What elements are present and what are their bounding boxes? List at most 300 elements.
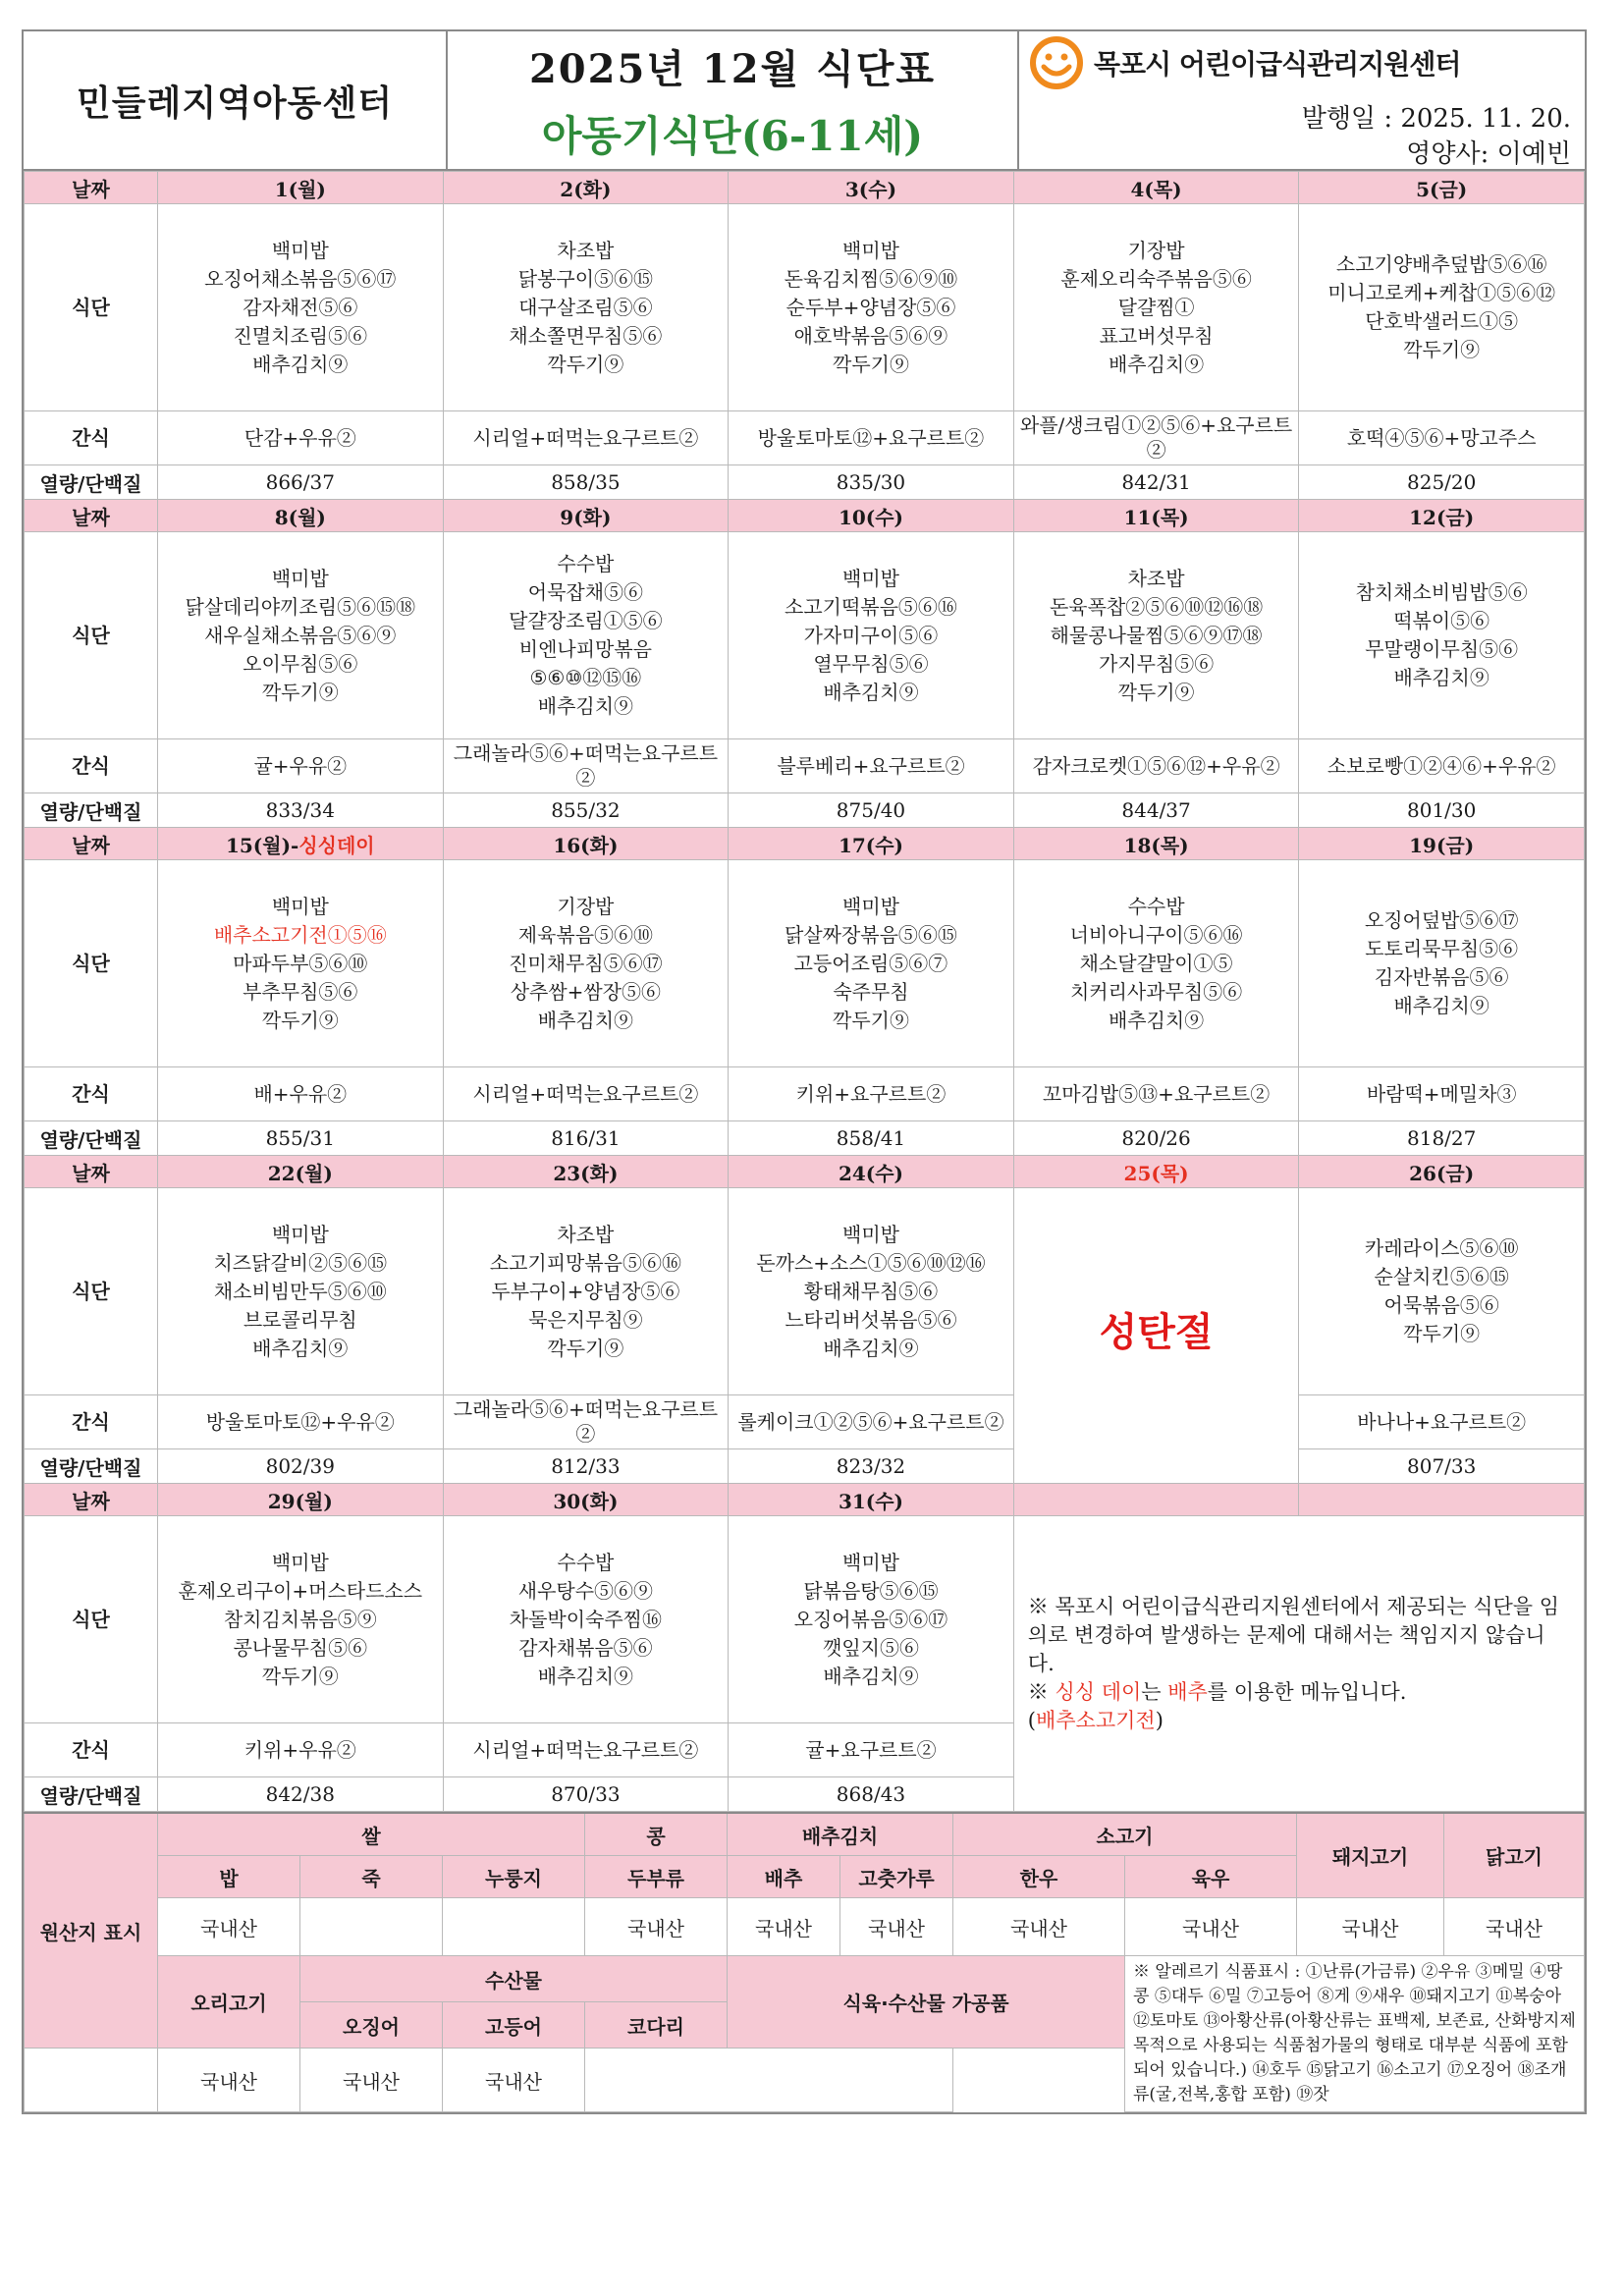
calorie-cell: 866/37 [158,465,444,500]
snack-label: 간식 [25,739,158,793]
snack-row [25,411,1585,465]
meal-item: 느타리버섯볶음⑤⑥ [785,1307,957,1332]
calorie-cell: 870/33 [443,1777,729,1812]
day-date-text: 17(수) [838,833,904,857]
meal-item: 배추김치⑨ [537,694,634,718]
meal-cell [1013,860,1299,1067]
day-date-text: 23(화) [553,1161,619,1185]
meal-item: 배추김치⑨ [823,680,919,704]
meal-item: 기장밥 [557,894,615,918]
meal-cell [443,860,729,1067]
date-row [25,828,1585,860]
meal-item: 백미밥 [842,238,899,262]
day-date-text: 18(목) [1123,833,1189,857]
meal-item: 수수밥 [557,1550,615,1574]
origin-value: 국내산 [158,1898,300,1956]
meal-row [25,1516,1585,1723]
meal-item: 백미밥 [271,238,329,262]
calorie-cell: 802/39 [158,1449,444,1484]
meal-cell [729,1188,1014,1395]
meal-item: 고등어조림⑤⑥⑦ [793,951,948,975]
origin-group-rice: 쌀 [158,1813,585,1856]
snack-label: 간식 [25,1067,158,1121]
meal-cell [1299,1188,1585,1395]
meal-item: 배추김치⑨ [537,1008,634,1032]
day-date [729,1156,1014,1188]
origin-duck: 오리고기 [158,1956,300,2049]
day-date-text: 8(월) [274,505,326,529]
meal-item: 닭봉구이⑤⑥⑮ [517,266,654,291]
snack-cell: 그래놀라⑤⑥+떠먹는요구르트② [443,1395,729,1449]
origin-value: 국내산 [158,2049,300,2112]
calorie-label: 열량/단백질 [25,465,158,500]
snack-cell: 방울토마토⑫+우유② [158,1395,444,1449]
calorie-cell: 818/27 [1299,1121,1585,1156]
meal-item: 훈제오리구이+머스타드소스 [178,1578,423,1603]
snack-cell: 바나나+요구르트② [1299,1395,1585,1449]
origin-value: 국내산 [953,1898,1125,1956]
meal-item: 제육볶음⑤⑥⑩ [517,922,654,947]
meal-item: 돈육폭찹②⑤⑥⑩⑫⑯⑱ [1049,594,1264,619]
origin-group-beef: 소고기 [953,1813,1297,1856]
origin-value [585,2049,953,2112]
day-date [443,1484,729,1516]
snack-cell: 호떡④⑤⑥+망고주스 [1299,411,1585,465]
day-date [158,828,444,860]
meal-item: 김자반볶음⑤⑥ [1374,965,1509,989]
calorie-cell: 835/30 [729,465,1014,500]
day-date [158,1484,444,1516]
origin-value: 국내산 [1444,1898,1585,1956]
meal-item: 배추김치⑨ [823,1664,919,1688]
meal-item: 소고기양배추덮밥⑤⑥⑯ [1335,252,1547,276]
notice-part: 싱싱 데이 [1055,1679,1142,1704]
day-date-text: 31(수) [838,1489,904,1513]
meal-item: 백미밥 [842,894,899,918]
calorie-cell: 801/30 [1299,793,1585,828]
snack-cell: 감자크로켓①⑤⑥⑫+우유② [1013,739,1299,793]
meal-item: 깍두기⑨ [833,352,909,376]
meal-item: 수수밥 [1127,894,1185,918]
day-date [158,1156,444,1188]
origin-title: 원산지 표시 [25,1813,158,2049]
meal-row [25,1188,1585,1395]
meal-cell [729,860,1014,1067]
notice-line [1028,1707,1570,1735]
org-block [1019,31,1585,169]
meal-item: 백미밥 [271,1550,329,1574]
origin-group-chicken: 닭고기 [1444,1813,1585,1898]
calorie-row [25,465,1585,500]
meal-item: 깍두기⑨ [1403,1322,1481,1345]
day-date [443,828,729,860]
meal-cell [1299,204,1585,411]
origin-sub2: 고등어 [443,2002,585,2049]
notice-line: ※ 목포시 어린이급식관리지원센터에서 제공되는 식단을 임의로 변경하여 발생하는 문제에 대해서는 책임지지 않습니다. [1027,1594,1560,1675]
meal-item: 닭살데리야끼조림⑤⑥⑮⑱ [185,594,416,619]
meal-item: 대구살조림⑤⑥ [518,295,653,319]
meal-cell [729,1516,1014,1723]
origin-sub: 죽 [300,1856,443,1898]
day-date-text: 1(월) [274,177,326,201]
notice-cell [1013,1516,1584,1812]
meal-item: 감자채전⑤⑥ [243,295,358,319]
smile-logo-icon [1029,35,1084,90]
origin-value [25,2049,158,2112]
meal-cell [729,532,1014,739]
meal-item: 도토리묵무침⑤⑥ [1365,937,1519,960]
calorie-cell: 858/35 [443,465,729,500]
meal-item: 백미밥 [271,1222,329,1246]
day-date-text: 16(화) [553,833,619,857]
day-date-text: 2(화) [560,177,612,201]
meal-cell [443,1516,729,1723]
snack-cell: 시리얼+떠먹는요구르트② [443,1067,729,1121]
special-day-label: 싱싱데이 [298,833,375,857]
page-title: 2025년 12월 식단표 [528,45,937,92]
notice-part: 는 [1141,1679,1168,1704]
meal-item: 오징어덮밥⑤⑥⑰ [1364,908,1519,932]
origin-value: 국내산 [1297,1898,1444,1956]
origin-value: 국내산 [585,1898,728,1956]
holiday-label: 성탄절 [1099,1309,1214,1355]
meal-item: 배추김치⑨ [823,1336,919,1360]
origin-value [443,1898,585,1956]
origin-seafood: 수산물 [300,1956,728,2002]
date-label: 날짜 [25,172,158,204]
origin-sub: 육우 [1125,1856,1297,1898]
meal-item: 깍두기⑨ [547,352,624,376]
origin-sub: 두부류 [585,1856,728,1898]
meal-item: 어묵볶음⑤⑥ [1383,1293,1499,1317]
meal-cell [158,1188,444,1395]
day-date-text: 10(수) [838,505,904,529]
allergy-note: ※ 알레르기 식품표시 : ①난류(가금류) ②우유 ③메밀 ④땅콩 ⑤대두 ⑥밀 ⑦고등어 ⑧게 ⑨새우 ⑩돼지고기 ⑪복숭아 ⑫토마토 ⑬아황산류(아황산류는 표백제, 보존료, 산화방지제 목적으로 사용되는 식품첨가물의 형태로 대부분 식품에 포함되어 있습니다.) ⑭호두 ⑮닭고기 ⑯소고기 ⑰오징어 ⑱조개류(굴,전복,홍합 포함) ⑲잣 [1125,1956,1585,2112]
meal-item: 깍두기⑨ [261,1008,339,1032]
meal-item: 미니고로케+케찹①⑤⑥⑫ [1327,281,1556,304]
notice-part: ※ [1027,1679,1056,1704]
meal-item: ⑤⑥⑩⑫⑮⑯ [529,666,642,689]
calorie-cell: 855/32 [443,793,729,828]
day-date [729,172,1014,204]
center-name-left: 민들레지역아동센터 [24,31,448,169]
meal-item: 숙주무침 [833,979,909,1004]
meal-item: 백미밥 [842,566,899,590]
day-date [1299,1156,1585,1188]
origin-value [300,1898,443,1956]
meal-item: 진미채무침⑤⑥⑰ [509,951,663,975]
meal-item: 배추김치⑨ [1393,994,1489,1017]
page-subtitle: 아동기식단(6-11세) [541,111,924,160]
meal-item: 카레라이스⑤⑥⑩ [1364,1236,1519,1260]
meal-row [25,860,1585,1067]
meal-item: 달걀장조림①⑤⑥ [509,609,663,632]
day-date [443,1156,729,1188]
day-date [158,500,444,532]
snack-cell: 방울토마토⑫+요구르트② [729,411,1014,465]
snack-cell: 배+우유② [158,1067,444,1121]
day-date [1299,1484,1585,1516]
snack-label: 간식 [25,411,158,465]
origin-group-kimchi: 배추김치 [728,1813,953,1856]
notice-part: ) [1155,1708,1164,1732]
org-logo-row [1029,35,1460,90]
day-date [1299,828,1585,860]
origin-sub2: 코다리 [585,2002,728,2049]
meal-item: 차조밥 [1127,566,1185,590]
meal-cell [158,204,444,411]
snack-row [25,1395,1585,1449]
menu-table [24,171,1585,1812]
title-block [448,31,1019,169]
calorie-label: 열량/단백질 [25,1777,158,1812]
menu-sheet [22,29,1587,2114]
meal-item: 채소달걀말이①⑤ [1079,951,1233,975]
origin-sub: 누룽지 [443,1856,585,1898]
day-date [1013,500,1299,532]
origin-sub: 밥 [158,1856,300,1898]
meal-item: 기장밥 [1127,238,1185,262]
meal-item: 닭볶음탕⑤⑥⑮ [803,1578,939,1603]
origin-group-pork: 돼지고기 [1297,1813,1444,1898]
calorie-label: 열량/단백질 [25,1121,158,1156]
meal-item: 배추김치⑨ [1393,666,1489,689]
date-row [25,1484,1585,1516]
meal-item: 채소쫄면무침⑤⑥ [509,323,663,348]
meal-item: 단호박샐러드①⑤ [1365,309,1519,333]
meal-item: 떡볶이⑤⑥ [1393,609,1490,632]
snack-cell: 바람떡+메밀차③ [1299,1067,1585,1121]
notice-part: 를 이용한 메뉴입니다. [1207,1679,1407,1704]
day-date [729,500,1014,532]
calorie-cell: 875/40 [729,793,1014,828]
origin-sub: 한우 [953,1856,1125,1898]
date-row [25,500,1585,532]
holiday-cell [1013,1188,1299,1484]
calorie-cell: 855/31 [158,1121,444,1156]
day-date-text: 26(금) [1409,1161,1475,1185]
day-date [158,172,444,204]
calorie-row [25,1449,1585,1484]
meal-item: 묵은지무침⑨ [528,1307,643,1332]
day-date [1013,1484,1299,1516]
meal-item: 비엔나피망볶음 [518,637,653,661]
calorie-cell: 833/34 [158,793,444,828]
day-date-text: 5(금) [1416,177,1468,201]
calorie-cell: 816/31 [443,1121,729,1156]
day-date [1299,500,1585,532]
meal-item: 표고버섯무침 [1099,323,1214,348]
meal-item: 수수밥 [557,552,615,575]
date-label: 날짜 [25,500,158,532]
day-date [729,828,1014,860]
day-date [1013,172,1299,204]
meal-cell [1013,532,1299,739]
calorie-cell: 842/38 [158,1777,444,1812]
meal-item: 돈까스+소스①⑤⑥⑩⑫⑯ [756,1250,986,1275]
meal-item: 차조밥 [557,1222,615,1246]
meal-item: 어묵잡채⑤⑥ [527,580,644,604]
meal-item: 깍두기⑨ [261,1664,339,1688]
meal-item: 배추김치⑨ [252,352,349,376]
day-date-text: 29(월) [267,1489,333,1513]
day-date-text: 9(화) [560,505,612,529]
meal-label: 식단 [25,204,158,411]
origin-value: 국내산 [840,1898,953,1956]
meal-item: 깍두기⑨ [833,1008,909,1032]
origin-value: 국내산 [728,1898,840,1956]
meal-item: 차조밥 [557,238,615,262]
meal-item: 새우탕수⑤⑥⑨ [517,1578,654,1603]
meal-item: 가자미구이⑤⑥ [803,623,939,647]
day-date-text: 3(수) [844,177,897,201]
meal-item: 소고기피망볶음⑤⑥⑯ [489,1250,682,1275]
meal-cell [1013,204,1299,411]
origin-group-bean: 콩 [585,1813,728,1856]
meal-row [25,532,1585,739]
calorie-cell: 842/31 [1013,465,1299,500]
calorie-row [25,793,1585,828]
notice-line [1028,1678,1570,1707]
date-label: 날짜 [25,1484,158,1516]
meal-label: 식단 [25,1516,158,1723]
day-date-text: 11(목) [1123,505,1189,529]
meal-cell [443,204,729,411]
meal-item: 오이무침⑤⑥ [243,651,358,676]
meal-item: 깍두기⑨ [261,680,339,704]
meal-item: 배추김치⑨ [1108,352,1205,376]
calorie-cell: 807/33 [1299,1449,1585,1484]
meal-item: 황태채무침⑤⑥ [803,1279,939,1303]
meal-item: 치커리사과무침⑤⑥ [1069,979,1243,1004]
date-label: 날짜 [25,828,158,860]
date-label: 날짜 [25,1156,158,1188]
calorie-label: 열량/단백질 [25,1449,158,1484]
header [24,31,1585,171]
meal-item: 부추무침⑤⑥ [243,979,358,1004]
calorie-cell: 868/43 [729,1777,1014,1812]
day-date-text: 24(수) [838,1161,904,1185]
day-date-text: 25(목) [1123,1161,1189,1185]
day-date [1299,172,1585,204]
origin-value: 국내산 [300,2049,443,2112]
snack-cell: 블루베리+요구르트② [729,739,1014,793]
meal-item: 열무무침⑤⑥ [813,651,929,676]
calorie-cell: 825/20 [1299,465,1585,500]
meal-item: 배추소고기전①⑤⑯ [213,922,387,947]
nutritionist: 영양사: 이예빈 [1406,139,1571,169]
origin-value: 국내산 [1125,1898,1297,1956]
calorie-row [25,1121,1585,1156]
snack-cell: 키위+요구르트② [729,1067,1014,1121]
meal-item: 깻잎지⑤⑥ [823,1635,919,1660]
meal-item: 치즈닭갈비②⑤⑥⑮ [213,1250,388,1275]
snack-cell: 시리얼+떠먹는요구르트② [443,1723,729,1777]
meal-item: 달걀찜① [1117,295,1195,319]
day-date [1013,1156,1299,1188]
day-date [1013,828,1299,860]
meal-item: 콩나물무침⑤⑥ [233,1635,368,1660]
meal-item: 오징어볶음⑤⑥⑰ [793,1607,948,1631]
day-date-text: 15(월)- [225,833,299,857]
origin-sub2: 오징어 [300,2002,443,2049]
snack-cell: 귤+우유② [158,739,444,793]
meal-item: 차돌박이숙주찜⑯ [509,1607,663,1631]
snack-label: 간식 [25,1395,158,1449]
origin-value: 국내산 [443,2049,585,2112]
snack-cell: 와플/생크림①②⑤⑥+요구르트② [1013,411,1299,465]
snack-cell: 그래놀라⑤⑥+떠먹는요구르트② [443,739,729,793]
day-date [443,500,729,532]
meal-item: 백미밥 [842,1222,899,1246]
day-date [729,1484,1014,1516]
notice-part: 배추 [1167,1679,1208,1704]
org-name: 목포시 어린이급식관리지원센터 [1094,48,1461,81]
meal-cell [158,532,444,739]
date-row [25,172,1585,204]
calorie-cell: 820/26 [1013,1121,1299,1156]
meal-item: 새우실채소볶음⑤⑥⑨ [204,623,397,647]
meal-item: 상추쌈+쌈장⑤⑥ [510,979,662,1004]
meal-item: 채소비빔만두⑤⑥⑩ [213,1279,387,1303]
snack-cell: 단감+우유② [158,411,444,465]
meal-item: 오징어채소볶음⑤⑥⑰ [204,266,397,291]
calorie-label: 열량/단백질 [25,793,158,828]
meal-item: 소고기떡볶음⑤⑥⑯ [785,594,957,619]
snack-cell: 키위+우유② [158,1723,444,1777]
meal-item: 배추김치⑨ [537,1664,634,1688]
meal-item: 무말랭이무침⑤⑥ [1365,637,1519,661]
date-row [25,1156,1585,1188]
meal-item: 해물콩나물찜⑤⑥⑨⑰⑱ [1050,623,1263,647]
day-date-text: 12(금) [1409,505,1475,529]
meal-item: 가지무침⑤⑥ [1098,651,1215,676]
meal-item: 돈육김치찜⑤⑥⑨⑩ [784,266,958,291]
meal-item: 마파두부⑤⑥⑩ [233,951,368,975]
origin-processed: 식육·수산물 가공품 [728,1956,1125,2049]
meal-item: 깍두기⑨ [547,1336,624,1360]
meal-item: 애호박볶음⑤⑥⑨ [793,323,948,348]
meal-item: 두부구이+양념장⑤⑥ [491,1279,680,1303]
meal-cell [158,860,444,1067]
meal-item: 너비아니구이⑤⑥⑯ [1069,922,1243,947]
snack-row [25,739,1585,793]
snack-cell: 꼬마김밥⑤⑬+요구르트② [1013,1067,1299,1121]
snack-cell: 시리얼+떠먹는요구르트② [443,411,729,465]
origin-table [24,1812,1585,2112]
snack-cell: 롤케이크①②⑤⑥+요구르트② [729,1395,1014,1449]
meal-item: 브로콜리무침 [243,1307,357,1332]
meal-cell [729,204,1014,411]
meal-label: 식단 [25,532,158,739]
meal-item: 진멸치조림⑤⑥ [233,323,368,348]
meal-item: 닭살짜장볶음⑤⑥⑮ [785,922,957,947]
day-date-text: 22(월) [267,1161,333,1185]
meal-item: 감자채볶음⑤⑥ [518,1635,653,1660]
meal-item: 배추김치⑨ [252,1336,349,1360]
snack-cell: 귤+요구르트② [729,1723,1014,1777]
origin-sub: 배추 [728,1856,840,1898]
calorie-cell: 823/32 [729,1449,1014,1484]
meal-item: 순살치킨⑤⑥⑮ [1374,1265,1509,1288]
meal-item: 깍두기⑨ [1403,338,1481,361]
calorie-cell: 812/33 [443,1449,729,1484]
snack-row [25,1067,1585,1121]
day-date-text: 19(금) [1409,833,1475,857]
meal-item: 순두부+양념장⑤⑥ [785,295,956,319]
origin-sub: 고춧가루 [840,1856,953,1898]
meal-row [25,204,1585,411]
